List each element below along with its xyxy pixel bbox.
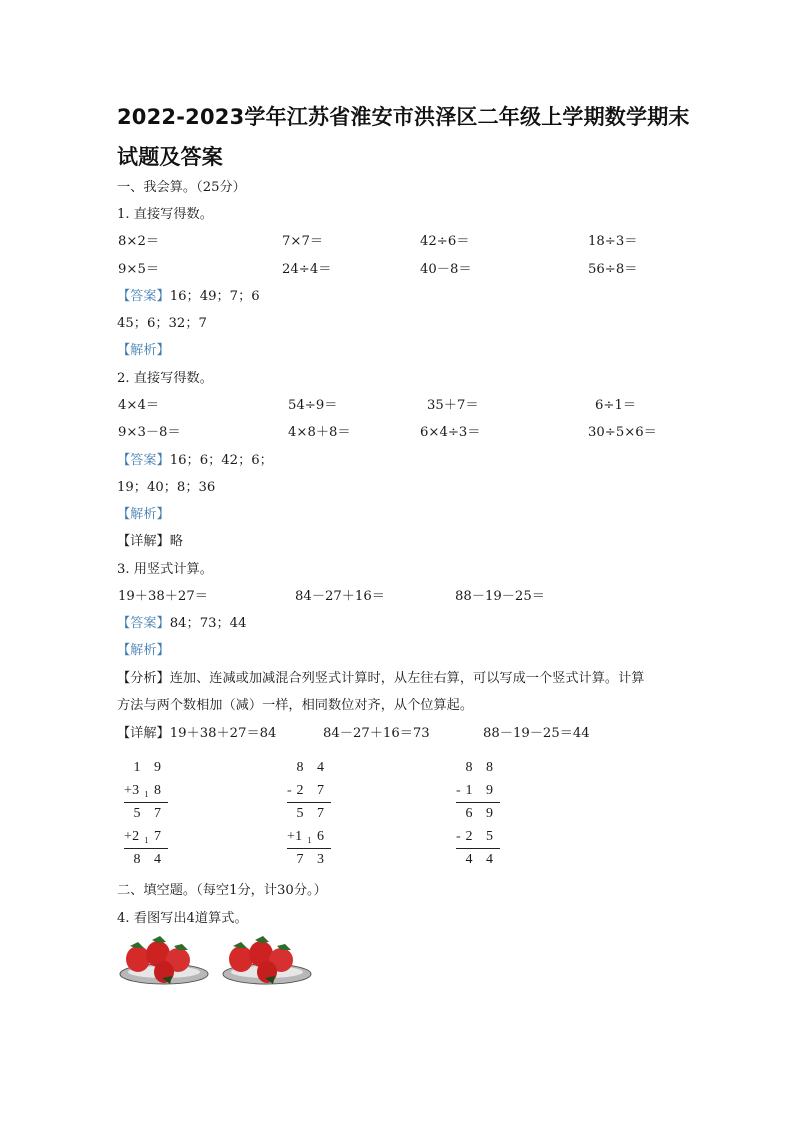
digits: 2₁7 [132, 829, 166, 844]
detail-result: 19＋38＋27＝84 [169, 726, 277, 741]
fenxi-tag: 【分析】 [117, 671, 170, 686]
strawberry-plate-image [221, 934, 313, 988]
section2-heading: 二、填空题。（每空1分，计30分。） [117, 883, 327, 898]
operator: + [287, 829, 295, 844]
detail-tag: 【详解】 [117, 534, 170, 549]
q2-item: 6÷1＝ [595, 398, 637, 413]
answer-text: 16；6；42；6； [169, 453, 273, 468]
q1-item: 18÷3＝ [588, 234, 638, 249]
q3-answer [117, 616, 246, 632]
q1-answer-line2: 45；6；32；7 [117, 316, 207, 331]
analysis-tag: 【解析】 [117, 643, 170, 658]
q1-item: 40－8＝ [420, 262, 472, 277]
q2-answer-line2: 19；40；8；36 [117, 480, 216, 495]
strawberry-plate-image [118, 934, 210, 988]
vertical-calc-3 [456, 756, 500, 871]
q3-fenxi-line2: 方法与两个数相加（减）一样，相同数位对齐，从个位算起。 [117, 698, 474, 713]
q3-fenxi [117, 671, 645, 687]
q2-item: 9×3－8＝ [118, 425, 181, 440]
q2-prompt: 2. 直接写得数。 [117, 371, 213, 386]
detail-result: 88－19－25＝44 [483, 726, 590, 741]
digits: 1₁6 [295, 829, 329, 844]
q2-item: 54÷9＝ [288, 398, 338, 413]
q1-answer [117, 289, 260, 305]
digits: 7 3 [296, 852, 329, 867]
detail-tag: 【详解】 [117, 726, 170, 741]
digits: 8 4 [133, 852, 166, 867]
detail-result: 84－27＋16＝73 [323, 726, 430, 741]
q2-item: 30÷5×6＝ [588, 425, 657, 440]
q4-prompt: 4. 看图写出4道算式。 [117, 911, 248, 926]
q2-analysis-tag [117, 507, 170, 523]
q2-detail [117, 534, 183, 550]
operator: - [456, 829, 461, 844]
digits: 8 8 [465, 760, 498, 775]
answer-tag: 【答案】 [117, 453, 170, 468]
q3-problem: 19＋38＋27＝ [118, 589, 208, 604]
q3-detail [117, 726, 276, 742]
digits: 6 9 [465, 806, 498, 821]
digits: 1 9 [133, 760, 166, 775]
analysis-tag: 【解析】 [117, 343, 170, 358]
answer-text: 84；73；44 [169, 616, 247, 631]
q2-answer [117, 453, 273, 469]
operator: - [287, 783, 292, 798]
q1-item: 9×5＝ [118, 262, 160, 277]
q1-prompt: 1. 直接写得数。 [117, 207, 213, 222]
digits: 2 7 [296, 783, 329, 798]
answer-text: 16；49；7；6 [169, 289, 260, 304]
detail-text: 略 [169, 534, 183, 549]
vertical-calc-1 [124, 756, 168, 871]
q1-analysis-tag [117, 343, 170, 359]
operator: + [124, 783, 132, 798]
q1-item: 42÷6＝ [420, 234, 470, 249]
vertical-calc-2 [287, 756, 331, 871]
digits: 4 4 [465, 852, 498, 867]
q1-item: 7×7＝ [282, 234, 324, 249]
fenxi-text: 连加、连减或加减混合列竖式计算时，从左往右算，可以写成一个竖式计算。计算 [169, 671, 645, 686]
q2-item: 35＋7＝ [427, 398, 479, 413]
digits: 3₁8 [132, 783, 166, 798]
digits: 5 7 [296, 806, 329, 821]
q1-item: 8×2＝ [118, 234, 160, 249]
q2-item: 4×8＋8＝ [288, 425, 351, 440]
section1-heading: 一、我会算。（25分） [117, 180, 246, 195]
answer-tag: 【答案】 [117, 289, 170, 304]
digits: 1 9 [465, 783, 498, 798]
document-title-line2: 试题及答案 [117, 145, 223, 169]
answer-tag: 【答案】 [117, 616, 170, 631]
q2-item: 6×4÷3＝ [420, 425, 481, 440]
q3-analysis-tag [117, 643, 170, 659]
q3-problem: 88－19－25＝ [455, 589, 545, 604]
q2-item: 4×4＝ [118, 398, 160, 413]
q3-problem: 84－27＋16＝ [295, 589, 385, 604]
operator: + [124, 829, 132, 844]
operator: - [456, 783, 461, 798]
digits: 2 5 [465, 829, 498, 844]
q1-item: 24÷4＝ [282, 262, 332, 277]
document-title-line1: 2022-2023学年江苏省淮安市洪泽区二年级上学期数学期末 [117, 105, 690, 129]
q3-prompt: 3. 用竖式计算。 [117, 562, 213, 577]
q1-item: 56÷8＝ [588, 262, 638, 277]
digits: 8 4 [296, 760, 329, 775]
analysis-tag: 【解析】 [117, 507, 170, 522]
digits: 5 7 [133, 806, 166, 821]
